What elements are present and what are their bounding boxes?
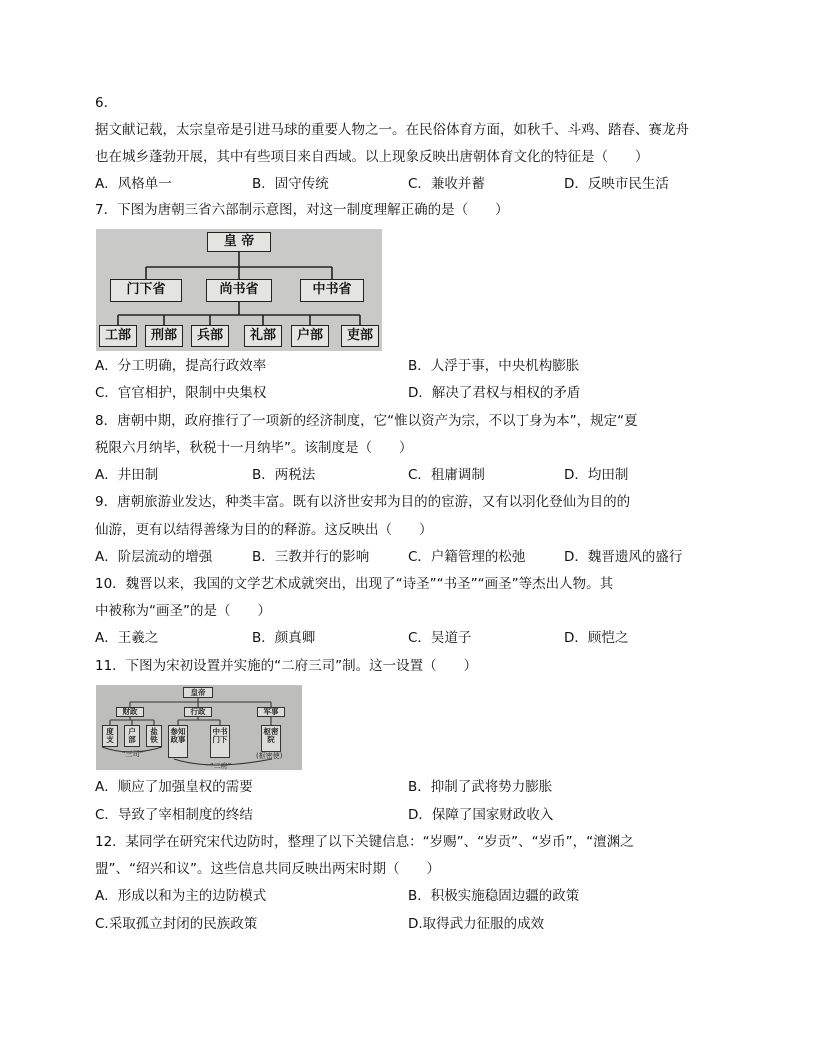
q11-option-c: C．导致了宰相制度的终结 [95, 807, 253, 823]
q9-option-b: B．三教并行的影响 [252, 549, 370, 565]
song-sansi-label: “三司” [122, 750, 144, 758]
q11-stem: 11．下图为宋初设置并实施的“二府三司”制。这一设置（ ） [95, 658, 478, 674]
q12-option-c: C.采取孤立封闭的民族政策 [95, 916, 258, 932]
q7-option-a: A．分工明确，提高行政效率 [95, 358, 267, 374]
tang-ministry-rites: 礼部 [244, 325, 282, 347]
q8-option-b: B．两税法 [252, 467, 316, 483]
q11-option-b: B．抑制了武将势力膨胀 [408, 779, 553, 795]
q6-number: 6. [95, 95, 108, 111]
tang-zhongshu-box: 中书省 [300, 279, 364, 302]
q9-option-d: D．魏晋遗风的盛行 [564, 549, 683, 565]
q6-stem-line1: 据文献记载，太宗皇帝是引进马球的重要人物之一。在民俗体育方面，如秋千、斗鸡、踏春、赛龙舟 [95, 122, 689, 138]
q8-stem-line2: 税限六月纳毕，秋税十一月纳毕”。该制度是（ ） [95, 440, 413, 456]
q12-option-b: B．积极实施稳固边疆的政策 [408, 888, 580, 904]
tang-three-departments-diagram [96, 229, 382, 351]
tang-emperor-box: 皇 帝 [207, 232, 271, 252]
q10-stem-line2: 中被称为“画圣”的是（ ） [95, 603, 271, 619]
song-yantie-box: 盐铁 [146, 725, 162, 747]
q10-option-d: D．顾恺之 [564, 630, 629, 646]
song-erfu-label: “二府” [210, 762, 232, 770]
song-military-box: 军事 [257, 707, 285, 717]
q7-stem: 7．下图为唐朝三省六部制示意图，对这一制度理解正确的是（ ） [95, 202, 509, 218]
q7-option-b: B．人浮于事，中央机构膨胀 [408, 358, 580, 374]
q10-option-b: B．颜真卿 [252, 630, 316, 646]
song-shumiyuan-box: 枢密院 [261, 725, 281, 752]
q9-option-a: A．阶层流动的增强 [95, 549, 213, 565]
q8-stem-line1: 8．唐朝中期，政府推行了一项新的经济制度，它“惟以资产为宗，不以丁身为本”，规定“夏 [95, 413, 638, 429]
song-zhongshu-box: 中书门下 [210, 725, 230, 758]
q8-option-d: D．均田制 [564, 467, 629, 483]
tang-ministry-works: 工部 [99, 325, 137, 347]
song-administration-box: 行政 [184, 707, 212, 717]
tang-menxia-box: 门下省 [110, 279, 182, 302]
song-hubu-box: 户部 [124, 725, 140, 747]
tang-ministry-revenue: 户部 [291, 325, 329, 347]
q6-option-a: A．风格单一 [95, 176, 172, 192]
song-duzhi-box: 度支 [102, 725, 118, 747]
song-two-offices-three-commissions-diagram [96, 685, 302, 770]
q12-stem-line1: 12．某同学在研究宋代边防时，整理了以下关键信息：“岁赐”、“岁贡”、“岁币”，“澶渊之 [95, 834, 634, 850]
tang-ministry-justice: 刑部 [145, 325, 183, 347]
q6-option-d: D．反映市民生活 [564, 176, 669, 192]
tang-ministry-personnel: 吏部 [341, 325, 379, 347]
song-canzhi-box: 参知政事 [168, 725, 188, 758]
q6-stem-line2: 也在城乡蓬勃开展，其中有些项目来自西域。以上现象反映出唐朝体育文化的特征是（ ） [95, 149, 649, 165]
q8-option-c: C．租庸调制 [408, 467, 485, 483]
q10-stem-line1: 10．魏晋以来，我国的文学艺术成就突出，出现了“诗圣”“书圣”“画圣”等杰出人物。其 [95, 576, 614, 592]
q6-option-c: C．兼收并蓄 [408, 176, 485, 192]
q9-stem-line1: 9．唐朝旅游业发达，种类丰富。既有以济世安邦为目的的宦游，又有以羽化登仙为目的的 [95, 494, 631, 510]
q12-stem-line2: 盟”、“绍兴和议”。这些信息共同反映出两宋时期（ ） [95, 861, 440, 877]
q9-stem-line2: 仙游，更有以结得善缘为目的的释游。这反映出（ ） [95, 522, 433, 538]
song-emperor-box: 皇帝 [183, 687, 213, 698]
song-finance-box: 财政 [116, 707, 144, 717]
tang-ministry-war: 兵部 [191, 325, 229, 347]
q6-option-b: B．固守传统 [252, 176, 329, 192]
q10-option-c: C．吴道子 [408, 630, 472, 646]
q7-option-d: D．解决了君权与相权的矛盾 [408, 385, 581, 401]
q9-option-c: C．户籍管理的松弛 [408, 549, 526, 565]
q12-option-d: D.取得武力征服的成效 [408, 916, 545, 932]
q10-option-a: A．王羲之 [95, 630, 159, 646]
q8-option-a: A．井田制 [95, 467, 159, 483]
q7-option-c: C．官官相护，限制中央集权 [95, 385, 267, 401]
song-shumishi-label: (枢密使) [256, 752, 283, 760]
q11-option-d: D．保障了国家财政收入 [408, 807, 554, 823]
tang-shangshu-box: 尚书省 [206, 279, 272, 302]
q11-option-a: A．顺应了加强皇权的需要 [95, 779, 253, 795]
q12-option-a: A．形成以和为主的边防模式 [95, 888, 267, 904]
